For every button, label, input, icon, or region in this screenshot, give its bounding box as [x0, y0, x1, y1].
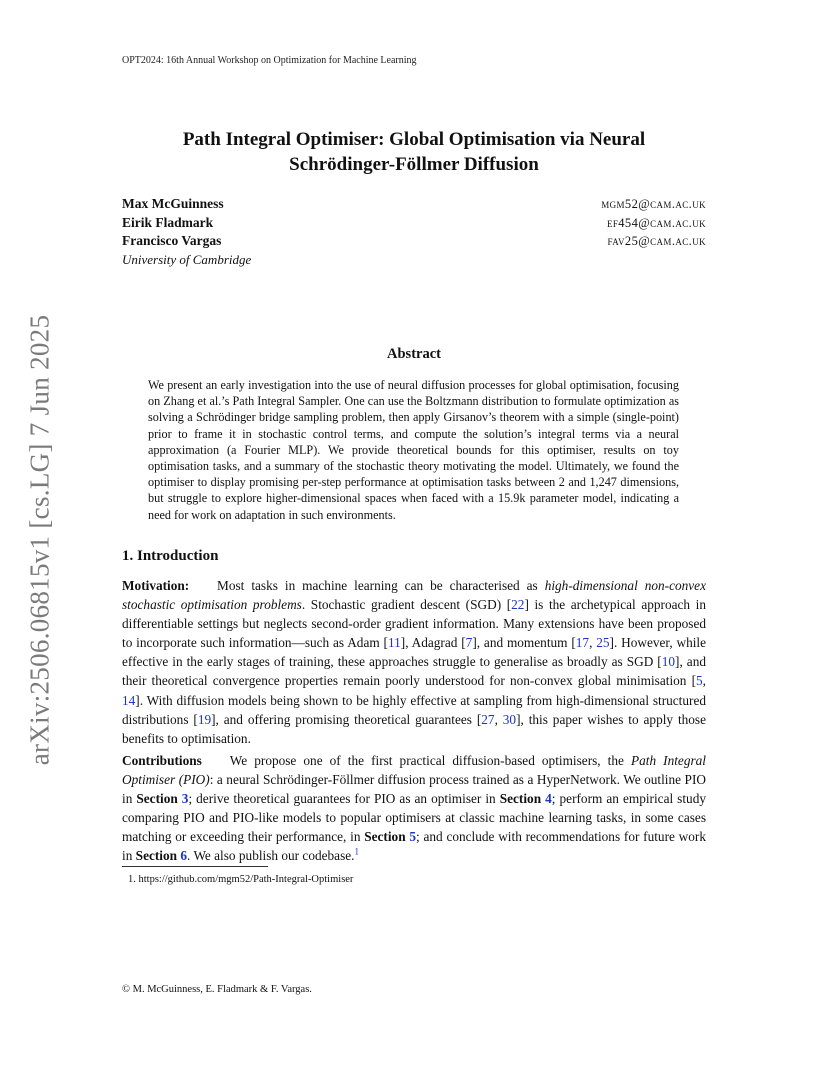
text-run: ], and their theoretical convergence properties remain poorly understood for non-convex global minimisation [ — [122, 654, 706, 689]
section-ref-label: Section — [136, 791, 182, 807]
author-emails — [601, 195, 706, 251]
citation-link[interactable]: 7 — [465, 635, 473, 651]
section-ref-label: Section — [135, 848, 181, 864]
motivation-paragraph — [122, 576, 706, 748]
copyright-notice: © M. McGuinness, E. Fladmark & F. Vargas. — [122, 984, 312, 995]
citation-link[interactable]: 17 — [575, 635, 590, 651]
text-run: : a neural Schrödinger-Föllmer diffusion process trained as a HyperNetwork. We outline PIO in — [122, 772, 706, 807]
paragraph-lead: Contributions — [122, 753, 202, 768]
text-run: . Stochastic gradient descent (SGD) [ — [301, 597, 512, 613]
section-ref-number[interactable]: 6 — [180, 848, 188, 864]
section-ref-label: Section — [364, 829, 410, 845]
citation-link[interactable]: 22 — [511, 597, 525, 613]
author-email: fav25@cam.ac.uk — [607, 234, 706, 248]
abstract-body: We present an early investigation into the use of neural diffusion processes for global optimisation, focusing on Zhang et al.’s Path Integral Sampler. One can use the Boltzmann distribution to formulate optimization as solving a Schrödinger bridge sampling problem, then apply Girsanov’s theorem with a simple (single-point) prior to frame it in stochastic control terms, and compute the solution’s integral terms via a neural approximation (a Fourier MLP). We provide theoretical bounds for this optimiser, results on toy optimisation tasks, and a summary of the stochastic theory motivating the model. Ultimately, we found the optimiser to display promising per-step performance at optimisation tasks between 2 and 1,247 dimensions, but struggle to explore higher-dimensional spaces when faced with a 15.9k parameter model, indicating a need for work on adaptation in such environments. — [148, 378, 679, 522]
abstract-heading: Abstract — [387, 346, 441, 362]
text-run: , — [494, 711, 503, 727]
section-reference[interactable] — [136, 791, 188, 806]
citation-link[interactable]: 10 — [661, 654, 676, 670]
affiliation: University of Cambridge — [122, 251, 252, 267]
citation-link[interactable]: 25 — [596, 635, 610, 651]
author-name: Max McGuinness — [122, 196, 224, 211]
text-run: We propose one of the first practical diffusion-based optimisers, the — [229, 753, 631, 768]
text-run: . We also publish our codebase. — [187, 848, 355, 864]
citation-link[interactable]: 5 — [696, 673, 703, 689]
text-run: ], this paper wishes to apply those benefits to optimisation. — [122, 711, 707, 746]
author-name: Eirik Fladmark — [122, 214, 214, 230]
author-email: ef454@cam.ac.uk — [606, 215, 706, 230]
text-run: ]. However, while effective in the early stages of training, these approaches struggle to generalise as broadly as SGD [ — [122, 635, 707, 670]
text-run: ]. With diffusion models being shown to be highly effective at sampling from high-dimensional structured distributions [ — [122, 692, 706, 727]
text-run: ; derive theoretical guarantees for PIO as an optimiser in — [188, 791, 500, 807]
section-reference[interactable] — [500, 791, 552, 806]
citation-link[interactable]: 19 — [197, 711, 212, 727]
text-run: ], and offering promising theoretical guarantees [ — [211, 711, 482, 727]
paper-title — [122, 127, 706, 177]
text-run: ], Adagrad [ — [400, 635, 466, 651]
section-ref-number[interactable]: 4 — [545, 791, 552, 807]
section-ref-label: Section — [499, 791, 546, 807]
text-run: ], and momentum [ — [472, 635, 576, 651]
contributions-paragraph — [122, 751, 706, 866]
text-run: ] is the archetypical approach in differentiable settings but neglects second-order gradient information. Many extensions have been proposed to incorporate such information—such as Adam [ — [122, 597, 707, 651]
running-header: OPT2024: 16th Annual Workshop on Optimization for Machine Learning — [122, 55, 417, 66]
footnote-marker[interactable]: 1 — [354, 847, 359, 858]
footnote-text[interactable]: 1. https://github.com/mgm52/Path-Integral-Optimiser — [128, 874, 354, 885]
section-ref-number[interactable]: 3 — [181, 791, 189, 807]
section-ref-number[interactable]: 5 — [409, 829, 417, 845]
citation-link[interactable]: 14 — [122, 692, 136, 708]
paragraph-lead: Motivation: — [122, 578, 190, 593]
author-email: mgm52@cam.ac.uk — [601, 197, 706, 211]
citation-link[interactable]: 27 — [481, 711, 495, 727]
title-line-2: Schrödinger-Föllmer Diffusion — [289, 154, 539, 175]
text-run: ; perform an empirical study comparing PIO and PIO-like models to popular optimisers at classic machine learning tasks, in some cases matching or exceeding their performance, in — [122, 791, 707, 845]
text-run: Most tasks in machine learning can be characterised as — [217, 578, 545, 593]
section-heading-introduction: 1. Introduction — [122, 548, 219, 564]
arxiv-identifier: arXiv:2506.06815v1 [cs.LG] 7 Jun 2025 — [24, 314, 55, 766]
emphasis-text: Path Integral Optimiser (PIO) — [122, 753, 706, 788]
text-run: , — [589, 635, 597, 651]
section-reference[interactable] — [136, 848, 187, 863]
citation-link[interactable]: 11 — [387, 635, 401, 651]
author-name: Francisco Vargas — [122, 233, 222, 248]
citation-link[interactable]: 30 — [502, 711, 517, 727]
author-list — [122, 195, 251, 269]
footnote-divider — [122, 866, 268, 867]
section-reference[interactable] — [364, 829, 416, 844]
text-run: , — [702, 673, 706, 689]
text-run: ; and conclude with recommendations for future work in — [122, 829, 706, 864]
emphasis-text: high-dimensional non-convex stochastic optimisation problems — [122, 578, 706, 613]
title-line-1: Path Integral Optimiser: Global Optimisation via Neural — [182, 129, 646, 150]
